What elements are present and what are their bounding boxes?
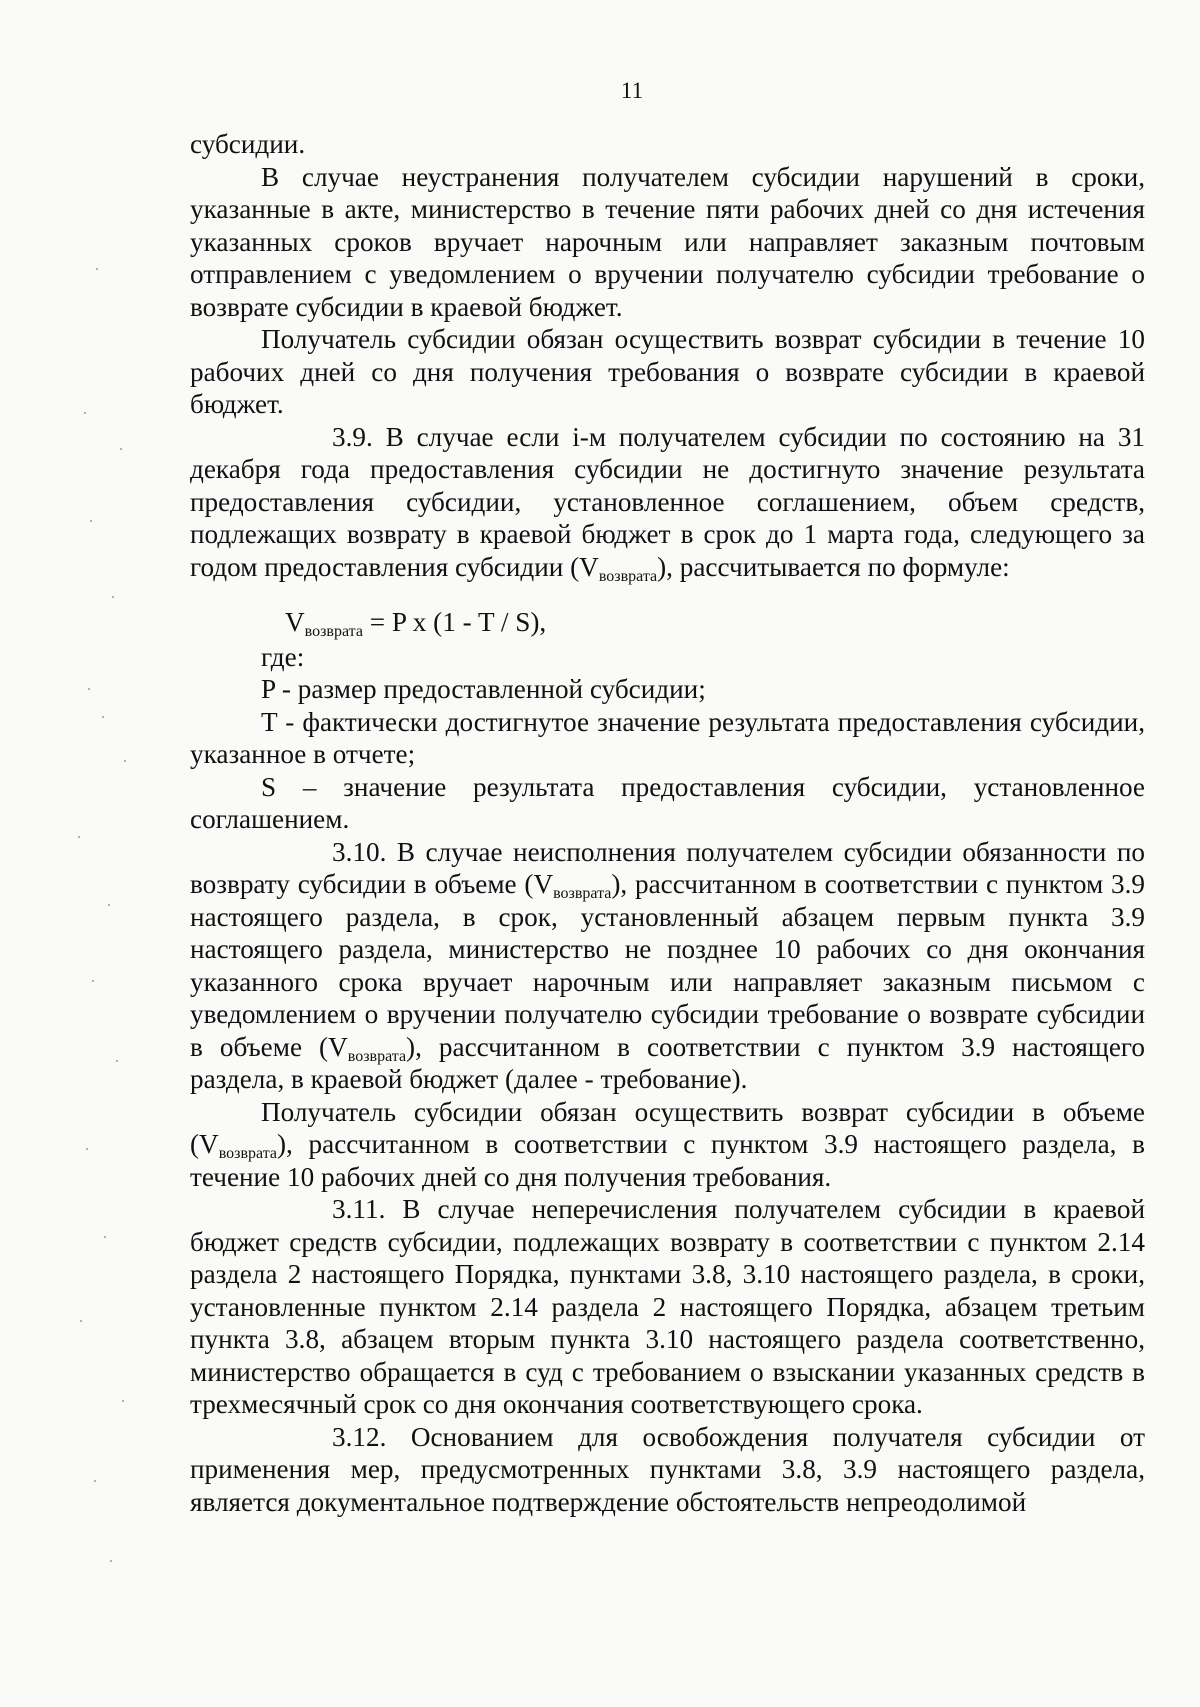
paragraph-return-volume: Получатель субсидии обязан осуществить возврат субсидии в объеме $(V_{возврата})$, рассчитанном в соответствии с пунктом 3.9 настоящего раздела, в течение 10 рабочих дней со дня получения требования. — [190, 1096, 1145, 1192]
paragraph-3-11: 3.11. В случае неперечисления получателем субсидии в краевой бюджет средств субсидии, подлежащих возврату в соответствии с пунктом 2.14 раздела 2 настоящего Порядка, пунктами 3.8, 3.10 настоящего раздела, в сроки, установленные пунктом 2.14 раздела 2 настоящего Порядка, абзацем третьим пункта 3.8, абзацем вторым пункта 3.10 настоящего раздела соответственно, министерство обращается в суд с требованием о взыскании указанных средств в трехмесячный срок со дня окончания соответствующего срока. — [190, 1194, 1146, 1419]
paragraph-continuation: субсидии. — [190, 129, 306, 159]
definition-p: P - размер предоставленной субсидии; — [261, 674, 706, 704]
definition-s: S – значение результата предоставления субсидии, установленное соглашением. — [190, 771, 1145, 834]
formula-subscript: возврата — [304, 623, 363, 640]
clause-number-3-11: 3.11. — [332, 1194, 386, 1224]
paragraph-3-9: 3.9. В случае если i-м получателем субсидии по состоянию на 31 декабря года предоставления субсидии не достигнуто значение результата предоставления субсидии, установленное соглашением, объем средств, подлежащих возврату в краевой бюджет в срок до 1 марта года, следующего за годом предоставления субсидии $(V_{возврата})$, рассчитывается по формуле: — [190, 421, 1146, 585]
formula: $V_{возврата} = P$ x (1 - T / S), — [285, 607, 547, 640]
document-body — [190, 128, 1145, 1518]
page-number: 11 — [620, 78, 644, 103]
definition-t: T - фактически достигнутое значение результата предоставления субсидии, указанное в отчете; — [190, 706, 1145, 769]
clause-number-3-9: 3.9. — [332, 421, 373, 452]
paragraph-3-12: 3.12. Основанием для освобождения получателя субсидии от применения мер, предусмотренных пунктами 3.8, 3.9 настоящего раздела, является документальное подтверждение обстоятельств непреодолимой — [190, 1421, 1145, 1517]
clause-number-3-12: 3.12. — [332, 1421, 387, 1452]
paragraph-3-10: 3.10. В случае неисполнения получателем субсидии обязанности по возврату субсидии в объеме $(V_{возврата})$, рассчитанном в соответствии с пунктом 3.9 настоящего раздела, в срок, установленный абзацем первым пункта 3.9 настоящего раздела, министерство не позднее 10 рабочих со дня окончания указанного срока вручает нарочным или направляет заказным письмом с уведомлением о вручении получателю субсидии требование о возврате субсидии в объеме $(V_{возврата})$, рассчитанном в соответствии с пунктом 3.9 настоящего раздела, в краевой бюджет (далее - требование). — [190, 836, 1145, 1094]
v-subscript: возврата — [598, 567, 658, 585]
paragraph-return-obligation: Получатель субсидии обязан осуществить возврат субсидии в течение 10 рабочих дней со дня получения требования о возврате субсидии в краевой бюджет. — [190, 324, 1145, 419]
where-label: где: — [261, 641, 305, 672]
clause-number-3-10: 3.10. — [332, 836, 387, 867]
paragraph-non-elimination: В случае неустранения получателем субсидии нарушений в сроки, указанные в акте, министерство в течение пяти рабочих дней со дня истечения указанных сроков вручает нарочным или направляет заказным почтовым отправлением с уведомлением о вручении получателю субсидии требование о возврате субсидии в краевой бюджет. — [190, 161, 1145, 322]
